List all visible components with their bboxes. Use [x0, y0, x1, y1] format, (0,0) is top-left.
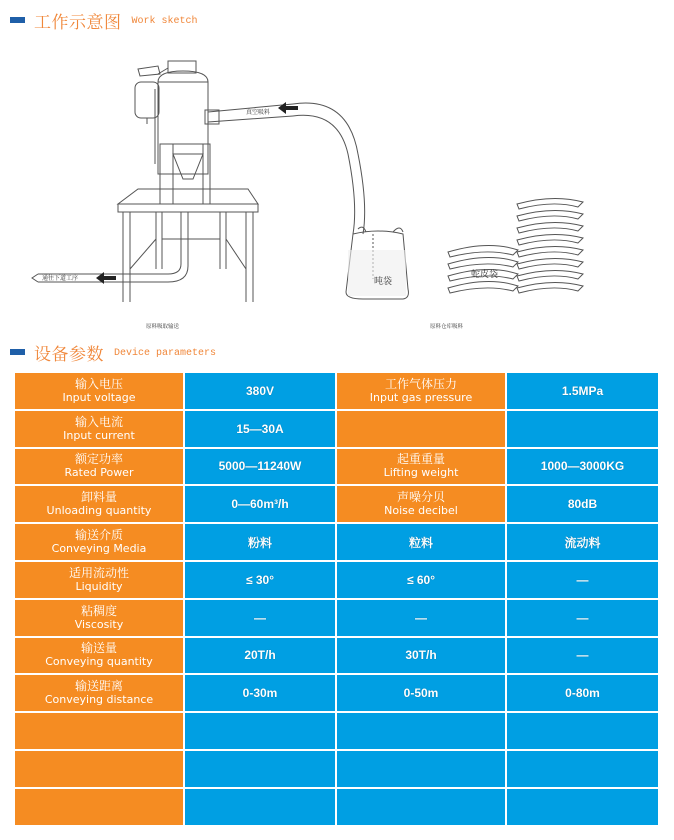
param-name-cn: 声噪分贝	[396, 490, 445, 505]
param-value: —	[576, 572, 589, 587]
param-label-cell	[337, 373, 505, 409]
param-value: 0-50m	[403, 686, 439, 701]
param-value-cell	[185, 486, 335, 522]
param-label-cell	[337, 449, 505, 485]
param-value-cell	[185, 562, 335, 598]
param-value: —	[415, 610, 427, 625]
param-value: 15—30A	[236, 421, 284, 436]
param-value-cell	[185, 600, 335, 636]
device-parameters-table	[15, 373, 656, 825]
label-vacuum-suction: 真空吸料	[246, 109, 271, 116]
label-to-next-process: 通往下道工序	[42, 275, 79, 282]
heading-bar-icon	[10, 349, 25, 355]
param-value: 0-30m	[242, 686, 278, 701]
heading-title-en: Work sketch	[131, 16, 198, 27]
param-value: —	[254, 610, 266, 625]
param-label-cell	[15, 449, 183, 485]
param-value-cell	[185, 638, 335, 674]
param-value-cell	[337, 789, 505, 825]
param-value-cell	[337, 675, 505, 711]
param-value-cell	[507, 713, 658, 749]
param-value-cell	[507, 562, 658, 598]
param-value: ≤ 30°	[245, 572, 275, 587]
param-value-cell	[337, 524, 505, 560]
param-value-cell	[507, 675, 658, 711]
param-name-cn: 输送距离	[74, 679, 123, 694]
param-value-cell	[185, 713, 335, 749]
param-value: —	[576, 648, 589, 663]
caption-warehouse-suction: 原料仓库吸料	[430, 324, 464, 330]
param-label-cell	[15, 789, 183, 825]
param-label-cell	[15, 373, 183, 409]
param-name-en: Input current	[63, 428, 135, 442]
param-name-en: Conveying Media	[51, 542, 147, 556]
param-name-cn: 输送量	[80, 641, 117, 656]
param-value-cell	[185, 411, 335, 447]
param-name-en: Unloading quantity	[46, 504, 152, 518]
woven-bags-stack-icon	[448, 198, 583, 293]
param-value-cell	[185, 751, 335, 787]
param-name-cn: 起重重量	[396, 452, 445, 467]
param-value-cell	[337, 751, 505, 787]
param-name-cn: 输入电流	[74, 414, 123, 429]
param-value-cell	[507, 524, 658, 560]
ton-bag-icon	[346, 227, 408, 299]
param-name-cn: 额定功率	[74, 452, 123, 467]
param-name-en: Liquidity	[75, 579, 123, 593]
param-name-en: Conveying quantity	[45, 655, 153, 669]
param-value: —	[576, 610, 589, 625]
param-name-en: Input voltage	[62, 390, 136, 404]
param-label-cell	[337, 486, 505, 522]
param-name-cn: 粘稠度	[80, 603, 117, 618]
param-value: 20T/h	[244, 648, 276, 663]
param-value-cell	[337, 562, 505, 598]
param-value: 0-80m	[565, 686, 600, 701]
param-value-cell	[337, 600, 505, 636]
param-value: 0—60m³/h	[231, 497, 289, 512]
param-name-cn: 输送介质	[74, 528, 123, 543]
param-value: 1000—3000KG	[540, 459, 625, 474]
heading-title-cn: 工作示意图	[34, 12, 122, 33]
param-value-cell	[185, 449, 335, 485]
param-value: 粒料	[408, 535, 433, 550]
param-value: 80dB	[567, 497, 598, 512]
param-value-cell	[185, 789, 335, 825]
param-name-cn: 输入电压	[74, 376, 123, 391]
param-name-en: Input gas pressure	[369, 390, 473, 404]
param-value-cell	[185, 675, 335, 711]
label-ton-bag: 吨袋	[374, 277, 393, 287]
param-label-cell	[15, 713, 183, 749]
param-value: 粉料	[247, 535, 272, 550]
param-value: 380V	[245, 383, 275, 398]
param-value-cell	[507, 373, 658, 409]
param-label-cell	[15, 638, 183, 674]
heading-title-en: Device parameters	[114, 348, 217, 359]
param-name-cn: 卸料量	[80, 490, 117, 505]
param-name-en: Rated Power	[64, 466, 134, 480]
param-value: 流动料	[564, 535, 601, 550]
param-name-cn: 适用流动性	[68, 565, 129, 580]
param-name-en: Conveying distance	[44, 693, 154, 707]
param-value: 5000—11240W	[218, 459, 302, 474]
param-value-cell	[507, 600, 658, 636]
param-value-cell	[507, 789, 658, 825]
param-value-cell	[507, 638, 658, 674]
param-name-cn: 工作气体压力	[384, 376, 457, 391]
section-heading-device-parameters	[10, 340, 216, 364]
heading-bar-icon	[10, 17, 25, 23]
param-value-cell	[507, 449, 658, 485]
param-value-cell	[185, 373, 335, 409]
section-heading-work-sketch	[10, 8, 198, 32]
param-label-cell	[15, 562, 183, 598]
caption-material-suction: 原料吸取输送	[146, 324, 180, 330]
param-value: ≤ 60°	[406, 572, 436, 587]
param-value-cell	[507, 486, 658, 522]
param-label-cell	[15, 411, 183, 447]
param-label-cell	[15, 751, 183, 787]
param-label-cell	[15, 524, 183, 560]
param-label-cell	[337, 411, 505, 447]
param-label-cell	[15, 675, 183, 711]
param-label-cell	[15, 486, 183, 522]
param-label-cell	[15, 600, 183, 636]
heading-title-cn: 设备参数	[34, 344, 104, 365]
vacuum-feeder-machine-icon	[32, 61, 365, 302]
param-value: 1.5MPa	[561, 383, 604, 398]
param-value-cell	[185, 524, 335, 560]
param-value-cell	[337, 713, 505, 749]
param-value-cell	[507, 411, 658, 447]
param-name-en: Viscosity	[74, 617, 124, 631]
param-value: 30T/h	[405, 648, 437, 663]
param-name-en: Lifting weight	[383, 466, 459, 480]
work-sketch-illustration	[8, 44, 658, 342]
param-name-en: Noise decibel	[384, 504, 458, 518]
label-woven-bag: 蛇皮袋	[471, 270, 499, 280]
param-value-cell	[507, 751, 658, 787]
param-value-cell	[337, 638, 505, 674]
